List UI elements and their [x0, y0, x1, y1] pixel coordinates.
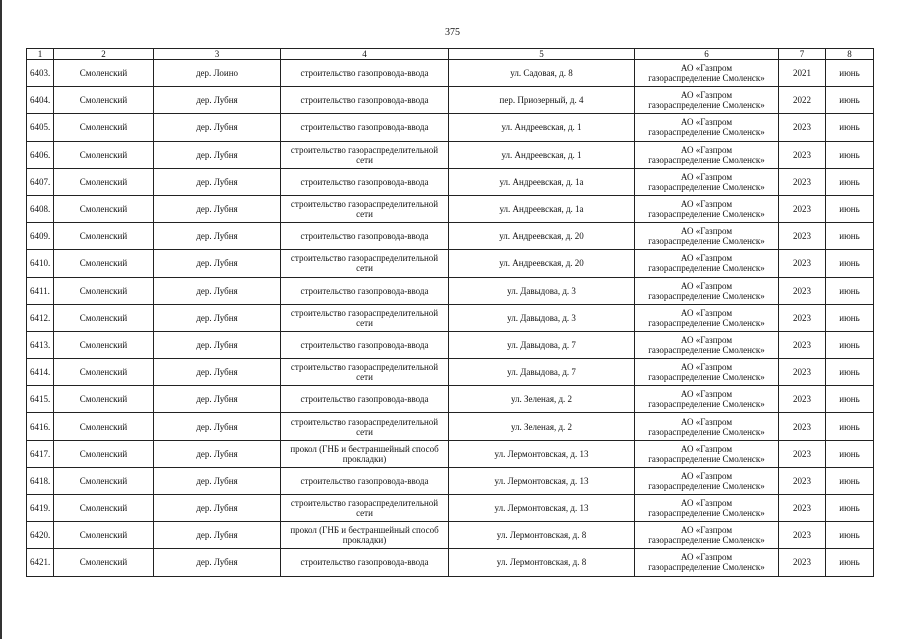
month-cell: июнь: [826, 495, 874, 522]
locality-cell: дер. Лубня: [154, 495, 281, 522]
district-cell: Смоленский: [54, 250, 154, 277]
table-row: [27, 277, 874, 304]
month-cell: июнь: [826, 522, 874, 549]
address-cell: ул. Андреевская, д. 1а: [449, 168, 635, 195]
column-number: 2: [54, 49, 154, 60]
month-cell: июнь: [826, 304, 874, 331]
organization-line: газораспределение Смоленск»: [648, 399, 765, 410]
organization-line: АО «Газпром: [680, 226, 733, 237]
work-type-cell: строительство газопровода-ввода: [281, 168, 449, 195]
work-type-cell: строительство газопровода-ввода: [281, 60, 449, 87]
column-number: 4: [281, 49, 449, 60]
year-cell: 2023: [779, 359, 826, 386]
year-cell: 2023: [779, 277, 826, 304]
table-row: [27, 522, 874, 549]
work-type-cell: строительство газораспределительной сети: [281, 359, 449, 386]
locality-cell: дер. Лубня: [154, 359, 281, 386]
month-cell: июнь: [826, 467, 874, 494]
organization-line: газораспределение Смоленск»: [648, 317, 765, 328]
year-cell: 2023: [779, 467, 826, 494]
organization-cell: [635, 359, 779, 386]
organization-line: газораспределение Смоленск»: [648, 290, 765, 301]
address-cell: ул. Андреевская, д. 20: [449, 250, 635, 277]
organization-cell: [635, 141, 779, 168]
table-row: [27, 87, 874, 114]
year-cell: 2023: [779, 304, 826, 331]
table-row: [27, 359, 874, 386]
district-cell: Смоленский: [54, 549, 154, 576]
organization-line: АО «Газпром: [680, 90, 733, 101]
locality-cell: дер. Лубня: [154, 195, 281, 222]
work-type-cell: строительство газопровода-ввода: [281, 549, 449, 576]
address-cell: ул. Андреевская, д. 20: [449, 223, 635, 250]
table-row: [27, 195, 874, 222]
row-number-cell: 6407.: [27, 168, 54, 195]
district-cell: Смоленский: [54, 168, 154, 195]
table-row: [27, 386, 874, 413]
organization-cell: [635, 495, 779, 522]
district-cell: Смоленский: [54, 304, 154, 331]
year-cell: 2023: [779, 549, 826, 576]
table-row: [27, 223, 874, 250]
year-cell: 2021: [779, 60, 826, 87]
row-number-cell: 6419.: [27, 495, 54, 522]
year-cell: 2023: [779, 223, 826, 250]
organization-line: АО «Газпром: [680, 280, 733, 291]
row-number-cell: 6421.: [27, 549, 54, 576]
locality-cell: дер. Лубня: [154, 440, 281, 467]
year-cell: 2023: [779, 331, 826, 358]
district-cell: Смоленский: [54, 60, 154, 87]
row-number-cell: 6413.: [27, 331, 54, 358]
organization-line: газораспределение Смоленск»: [648, 508, 765, 519]
table-row: [27, 141, 874, 168]
year-cell: 2022: [779, 87, 826, 114]
year-cell: 2023: [779, 168, 826, 195]
organization-cell: [635, 60, 779, 87]
organization-cell: [635, 304, 779, 331]
district-cell: Смоленский: [54, 495, 154, 522]
organization-line: АО «Газпром: [680, 117, 733, 128]
organization-line: АО «Газпром: [680, 199, 733, 210]
month-cell: июнь: [826, 440, 874, 467]
locality-cell: дер. Лубня: [154, 522, 281, 549]
district-cell: Смоленский: [54, 467, 154, 494]
row-number-cell: 6417.: [27, 440, 54, 467]
month-cell: июнь: [826, 195, 874, 222]
column-number: 7: [779, 49, 826, 60]
year-cell: 2023: [779, 141, 826, 168]
year-cell: 2023: [779, 495, 826, 522]
row-number-cell: 6412.: [27, 304, 54, 331]
month-cell: июнь: [826, 87, 874, 114]
row-number-cell: 6408.: [27, 195, 54, 222]
locality-cell: дер. Лубня: [154, 467, 281, 494]
address-cell: ул. Лермонтовская, д. 13: [449, 467, 635, 494]
table-row: [27, 331, 874, 358]
page-left-edge: [0, 0, 2, 639]
organization-line: АО «Газпром: [680, 171, 733, 182]
organization-line: газораспределение Смоленск»: [648, 453, 765, 464]
month-cell: июнь: [826, 114, 874, 141]
organization-line: АО «Газпром: [680, 525, 733, 536]
address-cell: ул. Андреевская, д. 1: [449, 141, 635, 168]
table-row: [27, 495, 874, 522]
work-type-cell: строительство газопровода-ввода: [281, 223, 449, 250]
table-row: [27, 549, 874, 576]
organization-line: АО «Газпром: [680, 389, 733, 400]
locality-cell: дер. Лоино: [154, 60, 281, 87]
work-type-cell: строительство газораспределительной сети: [281, 250, 449, 277]
month-cell: июнь: [826, 277, 874, 304]
organization-cell: [635, 522, 779, 549]
organization-line: АО «Газпром: [680, 362, 733, 373]
row-number-cell: 6410.: [27, 250, 54, 277]
row-number-cell: 6420.: [27, 522, 54, 549]
month-cell: июнь: [826, 359, 874, 386]
locality-cell: дер. Лубня: [154, 386, 281, 413]
locality-cell: дер. Лубня: [154, 331, 281, 358]
address-cell: ул. Лермонтовская, д. 8: [449, 549, 635, 576]
month-cell: июнь: [826, 141, 874, 168]
organization-line: газораспределение Смоленск»: [648, 181, 765, 192]
organization-line: газораспределение Смоленск»: [648, 263, 765, 274]
month-cell: июнь: [826, 549, 874, 576]
work-type-cell: строительство газопровода-ввода: [281, 277, 449, 304]
month-cell: июнь: [826, 331, 874, 358]
row-number-cell: 6405.: [27, 114, 54, 141]
locality-cell: дер. Лубня: [154, 549, 281, 576]
address-cell: ул. Андреевская, д. 1: [449, 114, 635, 141]
table-row: [27, 304, 874, 331]
page-number: 375: [445, 27, 460, 38]
district-cell: Смоленский: [54, 141, 154, 168]
organization-line: АО «Газпром: [680, 470, 733, 481]
work-type-cell: строительство газораспределительной сети: [281, 413, 449, 440]
month-cell: июнь: [826, 168, 874, 195]
table-row: [27, 440, 874, 467]
address-cell: ул. Лермонтовская, д. 13: [449, 440, 635, 467]
organization-line: газораспределение Смоленск»: [648, 562, 765, 573]
table-row: [27, 168, 874, 195]
organization-cell: [635, 413, 779, 440]
row-number-cell: 6411.: [27, 277, 54, 304]
district-cell: Смоленский: [54, 277, 154, 304]
organization-line: АО «Газпром: [680, 253, 733, 264]
column-number: 8: [826, 49, 874, 60]
year-cell: 2023: [779, 195, 826, 222]
address-cell: пер. Приозерный, д. 4: [449, 87, 635, 114]
organization-cell: [635, 168, 779, 195]
organization-cell: [635, 440, 779, 467]
organization-line: АО «Газпром: [680, 144, 733, 155]
organization-line: газораспределение Смоленск»: [648, 154, 765, 165]
work-type-cell: строительство газопровода-ввода: [281, 467, 449, 494]
table-row: [27, 413, 874, 440]
organization-line: АО «Газпром: [680, 63, 733, 74]
address-cell: ул. Садовая, д. 8: [449, 60, 635, 87]
column-number-row: [27, 49, 874, 60]
locality-cell: дер. Лубня: [154, 250, 281, 277]
organization-cell: [635, 195, 779, 222]
locality-cell: дер. Лубня: [154, 304, 281, 331]
year-cell: 2023: [779, 386, 826, 413]
year-cell: 2023: [779, 250, 826, 277]
organization-cell: [635, 549, 779, 576]
district-cell: Смоленский: [54, 440, 154, 467]
row-number-cell: 6416.: [27, 413, 54, 440]
year-cell: 2023: [779, 413, 826, 440]
gasification-table: [26, 48, 874, 577]
organization-line: АО «Газпром: [680, 307, 733, 318]
organization-cell: [635, 114, 779, 141]
organization-line: газораспределение Смоленск»: [648, 426, 765, 437]
month-cell: июнь: [826, 250, 874, 277]
work-type-cell: строительство газопровода-ввода: [281, 114, 449, 141]
organization-line: газораспределение Смоленск»: [648, 236, 765, 247]
address-cell: ул. Зеленая, д. 2: [449, 386, 635, 413]
locality-cell: дер. Лубня: [154, 277, 281, 304]
locality-cell: дер. Лубня: [154, 141, 281, 168]
column-number: 3: [154, 49, 281, 60]
locality-cell: дер. Лубня: [154, 223, 281, 250]
address-cell: ул. Лермонтовская, д. 8: [449, 522, 635, 549]
table-row: [27, 250, 874, 277]
table-row: [27, 60, 874, 87]
work-type-cell: строительство газораспределительной сети: [281, 141, 449, 168]
work-type-cell: строительство газопровода-ввода: [281, 386, 449, 413]
locality-cell: дер. Лубня: [154, 114, 281, 141]
row-number-cell: 6414.: [27, 359, 54, 386]
organization-cell: [635, 223, 779, 250]
district-cell: Смоленский: [54, 114, 154, 141]
month-cell: июнь: [826, 386, 874, 413]
month-cell: июнь: [826, 413, 874, 440]
organization-line: газораспределение Смоленск»: [648, 372, 765, 383]
organization-cell: [635, 87, 779, 114]
address-cell: ул. Зеленая, д. 2: [449, 413, 635, 440]
district-cell: Смоленский: [54, 359, 154, 386]
work-type-cell: прокол (ГНБ и бестраншейный способ прокладки): [281, 522, 449, 549]
column-number: 5: [449, 49, 635, 60]
organization-cell: [635, 467, 779, 494]
organization-line: газораспределение Смоленск»: [648, 480, 765, 491]
district-cell: Смоленский: [54, 413, 154, 440]
work-type-cell: строительство газораспределительной сети: [281, 195, 449, 222]
row-number-cell: 6403.: [27, 60, 54, 87]
row-number-cell: 6404.: [27, 87, 54, 114]
month-cell: июнь: [826, 60, 874, 87]
district-cell: Смоленский: [54, 386, 154, 413]
table-row: [27, 114, 874, 141]
address-cell: ул. Давыдова, д. 3: [449, 304, 635, 331]
district-cell: Смоленский: [54, 195, 154, 222]
work-type-cell: строительство газораспределительной сети: [281, 304, 449, 331]
locality-cell: дер. Лубня: [154, 413, 281, 440]
organization-cell: [635, 386, 779, 413]
locality-cell: дер. Лубня: [154, 87, 281, 114]
row-number-cell: 6415.: [27, 386, 54, 413]
row-number-cell: 6409.: [27, 223, 54, 250]
organization-cell: [635, 277, 779, 304]
organization-line: АО «Газпром: [680, 443, 733, 454]
row-number-cell: 6418.: [27, 467, 54, 494]
work-type-cell: прокол (ГНБ и бестраншейный способ прокладки): [281, 440, 449, 467]
organization-cell: [635, 331, 779, 358]
organization-line: газораспределение Смоленск»: [648, 535, 765, 546]
district-cell: Смоленский: [54, 223, 154, 250]
organization-line: газораспределение Смоленск»: [648, 209, 765, 220]
organization-line: газораспределение Смоленск»: [648, 100, 765, 111]
organization-line: АО «Газпром: [680, 416, 733, 427]
address-cell: ул. Давыдова, д. 3: [449, 277, 635, 304]
row-number-cell: 6406.: [27, 141, 54, 168]
organization-cell: [635, 250, 779, 277]
address-cell: ул. Давыдова, д. 7: [449, 359, 635, 386]
year-cell: 2023: [779, 114, 826, 141]
district-cell: Смоленский: [54, 331, 154, 358]
work-type-cell: строительство газопровода-ввода: [281, 331, 449, 358]
address-cell: ул. Давыдова, д. 7: [449, 331, 635, 358]
column-number: 1: [27, 49, 54, 60]
table-row: [27, 467, 874, 494]
column-number: 6: [635, 49, 779, 60]
organization-line: АО «Газпром: [680, 334, 733, 345]
address-cell: ул. Лермонтовская, д. 13: [449, 495, 635, 522]
organization-line: газораспределение Смоленск»: [648, 73, 765, 84]
organization-line: АО «Газпром: [680, 552, 733, 563]
address-cell: ул. Андреевская, д. 1а: [449, 195, 635, 222]
district-cell: Смоленский: [54, 87, 154, 114]
month-cell: июнь: [826, 223, 874, 250]
year-cell: 2023: [779, 522, 826, 549]
work-type-cell: строительство газораспределительной сети: [281, 495, 449, 522]
organization-line: газораспределение Смоленск»: [648, 127, 765, 138]
locality-cell: дер. Лубня: [154, 168, 281, 195]
table-body: [27, 60, 874, 577]
organization-line: газораспределение Смоленск»: [648, 344, 765, 355]
district-cell: Смоленский: [54, 522, 154, 549]
work-type-cell: строительство газопровода-ввода: [281, 87, 449, 114]
year-cell: 2023: [779, 440, 826, 467]
organization-line: АО «Газпром: [680, 498, 733, 509]
